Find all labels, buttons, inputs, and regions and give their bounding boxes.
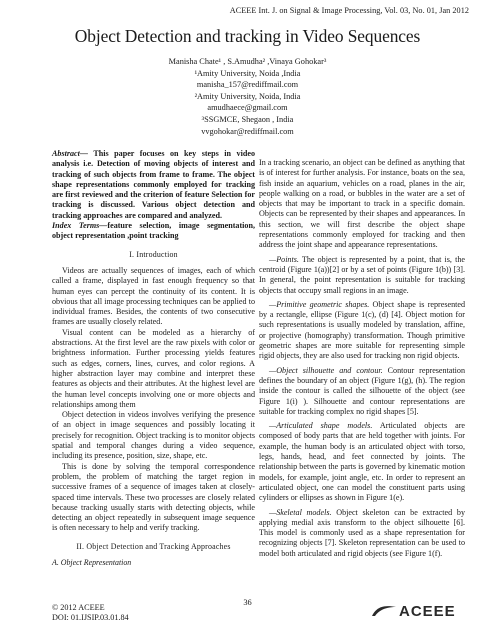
email-3: vvgohokar@rediffmail.com	[201, 126, 294, 136]
publisher-logo	[371, 600, 456, 622]
articulated-body: Articulated objects are composed of body parts that are held together with joints. For example, the human body is an articulated object with torso, legs, hands, head, and feet connected by joints. The relationship between the parts is governed by kinematic motion models, for example, joint angle, etc. In order to represent an articulated object, one can model the constituent parts using cylinders or ellipses as shown in Figure 1(e).	[259, 421, 465, 503]
paper-title: Object Detection and tracking in Video Sequences	[74, 26, 421, 46]
subsection-heading-representation: A. Object Representation	[52, 557, 132, 567]
intro-paragraph-1: Videos are actually sequences of images, each of which called a frame, displayed in fast enough frequency so that human eyes can percept the continuity of its content. It is obvious that all image processing techniques can be applied to individual frames. Besides, the contents of two consecutive frames are usually closely related.	[52, 265, 255, 327]
skeletal-paragraph	[259, 508, 465, 559]
affiliation-3: ³SSGMCE, Shegaon , India	[201, 114, 294, 124]
primitive-body: Object shape is represented by a rectangle, ellipse (Figure 1(c), (d) [4]. Object motion for such representations is usually modeled by translation, affine, or projective (homography) transformation. Though primitive geometric shapes are more suitable for representing simple rigid objects, they are also used for tracking non rigid objects.	[259, 299, 466, 361]
representation-paragraph: In a tracking scenario, an object can be defined as anything that is of interest for further analysis. For instance, boats on the sea, fish inside an aquarium, vehicles on a road, planes in the air, people walking on a road, or bubbles in the water are a set of objects that may be important to track in a specific domain. Objects can be represented by their shapes and appearances. In this section, we will first describe the object shape representations commonly employed for tracking and then address the joint shape and appearance representations.	[259, 158, 465, 250]
email-1: manisha_157@rediffmail.com	[196, 80, 299, 90]
articulated-paragraph	[259, 421, 465, 503]
points-body: The object is represented by a point, that is, the centroid (Figure 1(a))[2] or by a set of points (Figure 1(b)) [3]. In general, the point representation is suitable for tracking objects that occupy small regions in an image.	[259, 254, 465, 295]
index-terms	[52, 221, 255, 242]
email-2: amudhaece@gmail.com	[207, 103, 288, 113]
abstract-lead: Abstract—	[52, 149, 88, 158]
swoosh-icon	[371, 604, 397, 618]
right-column	[259, 158, 465, 559]
author-block	[0, 56, 495, 137]
skeletal-lead: —Skeletal models.	[269, 507, 332, 517]
doi: DOI: 01.IJSIP.03.01.84	[52, 613, 129, 623]
index-terms-body: feature selection, image segmentation, object representation ,point tracking	[52, 221, 255, 241]
section-heading-introduction: I. Introduction	[129, 249, 178, 259]
affiliation-2: ²Amity University, Noida, India	[194, 91, 301, 101]
intro-paragraph-3: Object detection in videos involves verifying the presence of an object in image sequences and possibly locating it precisely for recognition. Object tracking is to monitor objects spatial and temporal changes during a video sequence, including its presence, position, size, shape, etc.	[52, 410, 255, 461]
section-heading-approaches: II. Object Detection and Tracking Approaches	[76, 541, 231, 551]
logo-text: ACEEE	[399, 602, 456, 620]
silhouette-body: Contour representation defines the boundary of an object (Figure 1(g), (h). The region inside the contour is called the silhouette of the object (see Figure 1(i) ). Silhouette and contour representations are suitable for tracking complex no rigid shapes [5].	[259, 365, 466, 416]
articulated-lead: —Articulated shape models.	[269, 421, 373, 431]
index-terms-lead: Index Terms—	[52, 221, 108, 231]
copyright: © 2012 ACEEE	[52, 603, 105, 612]
author-names: Manisha Chate¹ , S.Amudha² ,Vinaya Gohokar³	[168, 57, 327, 66]
left-column	[52, 149, 255, 568]
primitive-lead: —Primitive geometric shapes.	[269, 299, 370, 309]
skeletal-body: Object skeleton can be extracted by applying medial axis transform to the object silhouette [6]. This model is commonly used as a shape representation for recognizing objects [7]. Skeleton representation can be used to model both articulated and rigid objects (see Figure 1(f).	[259, 507, 465, 558]
points-paragraph	[259, 255, 465, 296]
silhouette-lead: —Object silhouette and contour.	[269, 365, 383, 375]
page-number: 36	[243, 598, 252, 607]
running-head: ACEEE Int. J. on Signal & Image Processing, Vol. 03, No. 01, Jan 2012	[229, 6, 469, 15]
abstract	[52, 149, 255, 221]
primitive-shapes-paragraph	[259, 300, 465, 362]
intro-paragraph-2: Visual content can be modeled as a hierarchy of abstractions. At the first level are the raw pixels with color or brightness information. Further processing yields features such as edges, corners, lines, curves, and color regions. A higher abstraction layer may combine and interpret these features as objects and their attributes. At the highest level are the human level concepts involving one or more objects and relationships among them	[52, 327, 255, 409]
silhouette-paragraph	[259, 366, 465, 417]
points-lead: —Points.	[269, 254, 299, 264]
abstract-body: This paper focuses on key steps in video analysis i.e. Detection of moving objects of interest and tracking of such objects from frame to frame. The object shape representations commonly employed for tracking are first reviewed and the criterion of feature Selection for tracking is discussed. Various object detection and tracking approaches are compared and analyzed.	[52, 149, 255, 220]
affiliation-1: ¹Amity University, Noida ,India	[194, 68, 301, 78]
intro-paragraph-4: This is done by solving the temporal correspondence problem, the problem of matching the target region in successive frames of a sequence of images taken at closely-spaced time intervals. These two processes are closely related because tracking usually starts with detecting objects, while detecting an object repeatedly in subsequent image sequence is often necessary to help and verify tracking.	[52, 461, 255, 533]
